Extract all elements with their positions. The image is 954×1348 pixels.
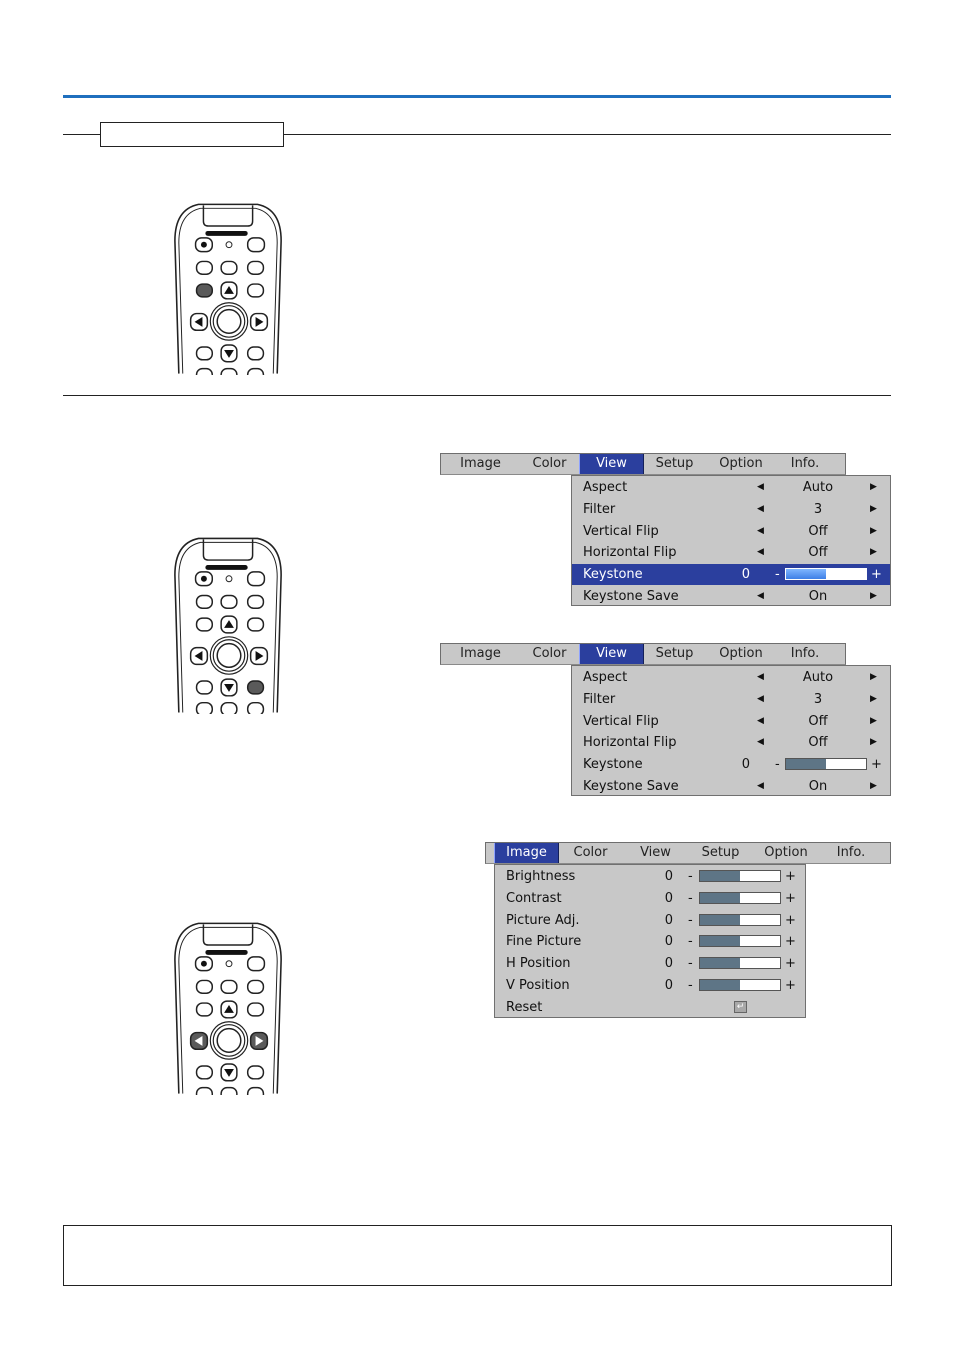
right-arrow-icon[interactable]: ▶ [870, 737, 877, 748]
tab-option[interactable]: Option [764, 845, 808, 860]
tab-color[interactable]: Color [532, 456, 567, 471]
tab-color[interactable]: Color [573, 845, 608, 860]
menu-row[interactable] [572, 732, 890, 753]
menu-row-label: Keystone Save [583, 779, 679, 794]
remote-button [197, 595, 213, 608]
left-arrow-icon[interactable]: ◀ [757, 525, 764, 536]
slider-bar[interactable] [699, 957, 781, 969]
plus-icon: + [871, 567, 882, 583]
right-arrow-icon[interactable]: ▶ [870, 693, 877, 704]
left-arrow-icon[interactable]: ◀ [757, 672, 764, 682]
menu-button [197, 1003, 213, 1016]
menu-row[interactable] [572, 754, 890, 775]
menu-button [197, 284, 213, 297]
label-strip [205, 950, 247, 955]
minus-icon: - [688, 978, 693, 993]
menu-row[interactable] [572, 477, 890, 498]
slider-fill [700, 871, 740, 881]
menu-row-label: Filter [583, 501, 616, 517]
menu-row-label: Vertical Flip [583, 523, 659, 539]
remote-control-3 [169, 919, 289, 1099]
tab-view[interactable]: View [579, 644, 644, 664]
minus-icon: - [775, 567, 780, 583]
menu-row-value: 3 [813, 691, 823, 707]
remote-button [197, 980, 213, 993]
menu-row-value: Auto [802, 670, 834, 685]
menu-row[interactable] [572, 499, 890, 520]
enter-side-button [248, 1066, 264, 1079]
tab-view[interactable]: View [579, 454, 644, 474]
menu-row-label: H Position [506, 956, 571, 972]
remote-button [248, 618, 264, 631]
menu-row-value: Off [808, 545, 828, 561]
enter-side-button [248, 681, 264, 694]
minus-icon: - [775, 757, 780, 773]
right-arrow-icon[interactable]: ▶ [870, 503, 877, 514]
menu-panel [571, 475, 891, 606]
slider-bar[interactable] [785, 568, 867, 580]
remote-button-partial [248, 1088, 264, 1095]
tab-image[interactable]: Image [460, 456, 501, 471]
power-dot-icon [201, 576, 207, 582]
left-arrow-icon[interactable]: ◀ [757, 547, 764, 558]
enter-button [217, 644, 241, 668]
remote-button-partial [221, 369, 237, 375]
slider-fill [700, 936, 740, 946]
slider-bar[interactable] [785, 758, 867, 770]
minus-icon: - [688, 912, 693, 928]
menu-row-value: Off [808, 523, 828, 539]
left-arrow-icon[interactable]: ◀ [757, 482, 764, 492]
tab-info[interactable]: Info. [836, 845, 866, 860]
menu-row[interactable] [495, 997, 805, 1018]
minus-icon: - [688, 934, 693, 950]
right-arrow-icon[interactable]: ▶ [870, 781, 877, 791]
menu-tab-bar [440, 453, 846, 475]
slider-fill [786, 569, 826, 579]
menu-button [197, 618, 213, 631]
menu-row-label: Keystone [583, 567, 643, 583]
remote-button [197, 261, 213, 274]
right-arrow-icon[interactable]: ▶ [870, 547, 877, 558]
tab-setup[interactable]: Setup [655, 456, 694, 471]
menu-row[interactable] [572, 542, 890, 563]
remote-button [248, 238, 265, 252]
slider-fill [700, 980, 740, 990]
slider-fill [700, 893, 740, 903]
header-rule [63, 95, 891, 98]
enter-button [217, 1029, 241, 1053]
minus-icon: - [688, 890, 693, 906]
plus-icon: + [785, 956, 796, 972]
menu-row-value: 0 [664, 956, 673, 972]
indicator-led-icon [226, 576, 232, 582]
menu-row-value: 0 [741, 757, 750, 773]
remote-button [248, 261, 264, 274]
plus-icon: + [785, 978, 796, 993]
menu-row[interactable] [572, 667, 890, 688]
remote-button [248, 1003, 264, 1016]
menu-row[interactable] [572, 711, 890, 732]
tab-info[interactable]: Info. [790, 456, 820, 471]
remote-button-partial [197, 1088, 213, 1095]
slider-bar[interactable] [699, 870, 781, 882]
remote-button [197, 681, 213, 694]
menu-row-label: Keystone Save [583, 589, 679, 604]
remote-button [248, 284, 264, 297]
menu-row-label: V Position [506, 978, 570, 993]
slider-fill [786, 759, 826, 769]
menu-row-value: Off [808, 713, 828, 729]
menu-row[interactable] [495, 910, 805, 931]
remote-button [197, 347, 213, 360]
slider-bar[interactable] [699, 892, 781, 904]
remote-button [197, 1066, 213, 1079]
remote-control-1 [169, 200, 289, 379]
menu-row-value: 3 [813, 501, 823, 517]
left-arrow-icon[interactable]: ◀ [757, 715, 764, 726]
menu-row-value: 0 [664, 934, 673, 950]
menu-panel [571, 665, 891, 796]
tab-setup[interactable]: Setup [701, 845, 740, 860]
tab-view[interactable]: View [640, 845, 671, 860]
menu-row-value: 0 [664, 912, 673, 928]
right-arrow-icon[interactable]: ▶ [870, 525, 877, 536]
menu-row-label: Horizontal Flip [583, 735, 677, 751]
remote-button [221, 595, 237, 608]
indicator-led-icon [226, 242, 232, 248]
remote-button [221, 980, 237, 993]
menu-row-label: Keystone [583, 757, 643, 773]
tab-option[interactable]: Option [719, 646, 763, 661]
tab-image[interactable]: Image [494, 843, 559, 863]
menu-row[interactable] [495, 931, 805, 952]
remote-button [248, 595, 264, 608]
note-box [63, 1225, 892, 1286]
slider-bar[interactable] [699, 979, 781, 991]
power-dot-icon [201, 961, 207, 967]
menu-row-label: Brightness [506, 869, 576, 884]
menu-tab-bar [440, 643, 846, 665]
remote-3-svg [169, 919, 289, 1095]
remote-button [248, 957, 265, 971]
menu-row-label: Filter [583, 691, 616, 707]
menu-row[interactable] [495, 866, 805, 887]
plus-icon: + [785, 890, 796, 906]
indicator-led-icon [226, 961, 232, 967]
menu-tab-bar [485, 842, 891, 864]
plus-icon: + [785, 934, 796, 950]
menu-row-label: Vertical Flip [583, 713, 659, 729]
menu-row-value: On [808, 779, 828, 794]
menu-row-label: Fine Picture [506, 934, 582, 950]
remote-button-partial [221, 703, 237, 714]
menu-row-label: Aspect [583, 480, 628, 495]
slider-bar[interactable] [699, 914, 781, 926]
tab-image[interactable]: Image [460, 646, 501, 661]
menu-row[interactable] [572, 564, 890, 585]
enter-button [217, 310, 241, 334]
menu-row-label: Reset [506, 999, 543, 1015]
menu-row[interactable] [495, 888, 805, 909]
menu-row[interactable] [495, 953, 805, 974]
remote-button-partial [221, 1088, 237, 1095]
enter-icon[interactable]: ↵ [734, 1001, 747, 1013]
left-arrow-icon[interactable]: ◀ [757, 503, 764, 514]
section-rule-middle [63, 395, 891, 396]
menu-panel [494, 864, 806, 1018]
menu-row-value: On [808, 589, 828, 604]
remote-button [221, 261, 237, 274]
remote-1-svg [169, 200, 289, 375]
plus-icon: + [871, 757, 882, 773]
label-strip [205, 231, 247, 236]
left-arrow-icon[interactable]: ◀ [757, 781, 764, 791]
minus-icon: - [688, 956, 693, 972]
menu-row-value: 0 [664, 978, 673, 993]
minus-icon: - [688, 869, 693, 884]
left-arrow-icon[interactable]: ◀ [757, 591, 764, 601]
menu-row-label: Aspect [583, 670, 628, 685]
slider-bar[interactable] [699, 935, 781, 947]
right-arrow-icon[interactable]: ▶ [870, 672, 877, 682]
menu-row-value: 0 [664, 890, 673, 906]
remote-button-partial [248, 703, 264, 714]
remote-button [248, 572, 265, 586]
remote-button-partial [248, 369, 264, 375]
menu-row[interactable] [495, 975, 805, 996]
remote-button-partial [197, 369, 213, 375]
remote-control-2 [169, 534, 289, 718]
right-arrow-icon[interactable]: ▶ [870, 482, 877, 492]
plus-icon: + [785, 912, 796, 928]
menu-row-value: 0 [664, 869, 673, 884]
menu-row[interactable] [572, 586, 890, 607]
remote-button [248, 980, 264, 993]
plus-icon: + [785, 869, 796, 884]
tab-option[interactable]: Option [719, 456, 763, 471]
slider-fill [700, 958, 740, 968]
remote-button-partial [197, 703, 213, 714]
menu-row-value: 0 [741, 567, 750, 583]
tab-info[interactable]: Info. [790, 646, 820, 661]
left-arrow-icon[interactable]: ◀ [757, 737, 764, 748]
slider-fill [700, 915, 740, 925]
right-arrow-icon[interactable]: ▶ [870, 715, 877, 726]
enter-side-button [248, 347, 264, 360]
menu-row-label: Horizontal Flip [583, 545, 677, 561]
menu-row-value: Off [808, 735, 828, 751]
menu-row-label: Contrast [506, 890, 562, 906]
label-strip [205, 565, 247, 570]
menu-row-label: Picture Adj. [506, 912, 580, 928]
menu-row[interactable] [572, 776, 890, 797]
right-arrow-icon[interactable]: ▶ [870, 591, 877, 601]
menu-row[interactable] [572, 689, 890, 710]
tab-setup[interactable]: Setup [655, 646, 694, 661]
left-arrow-icon[interactable]: ◀ [757, 693, 764, 704]
remote-2-svg [169, 534, 289, 714]
menu-row[interactable] [572, 521, 890, 542]
menu-row-value: Auto [802, 480, 834, 495]
power-dot-icon [201, 242, 207, 248]
tab-color[interactable]: Color [532, 646, 567, 661]
section-tab [100, 122, 284, 147]
